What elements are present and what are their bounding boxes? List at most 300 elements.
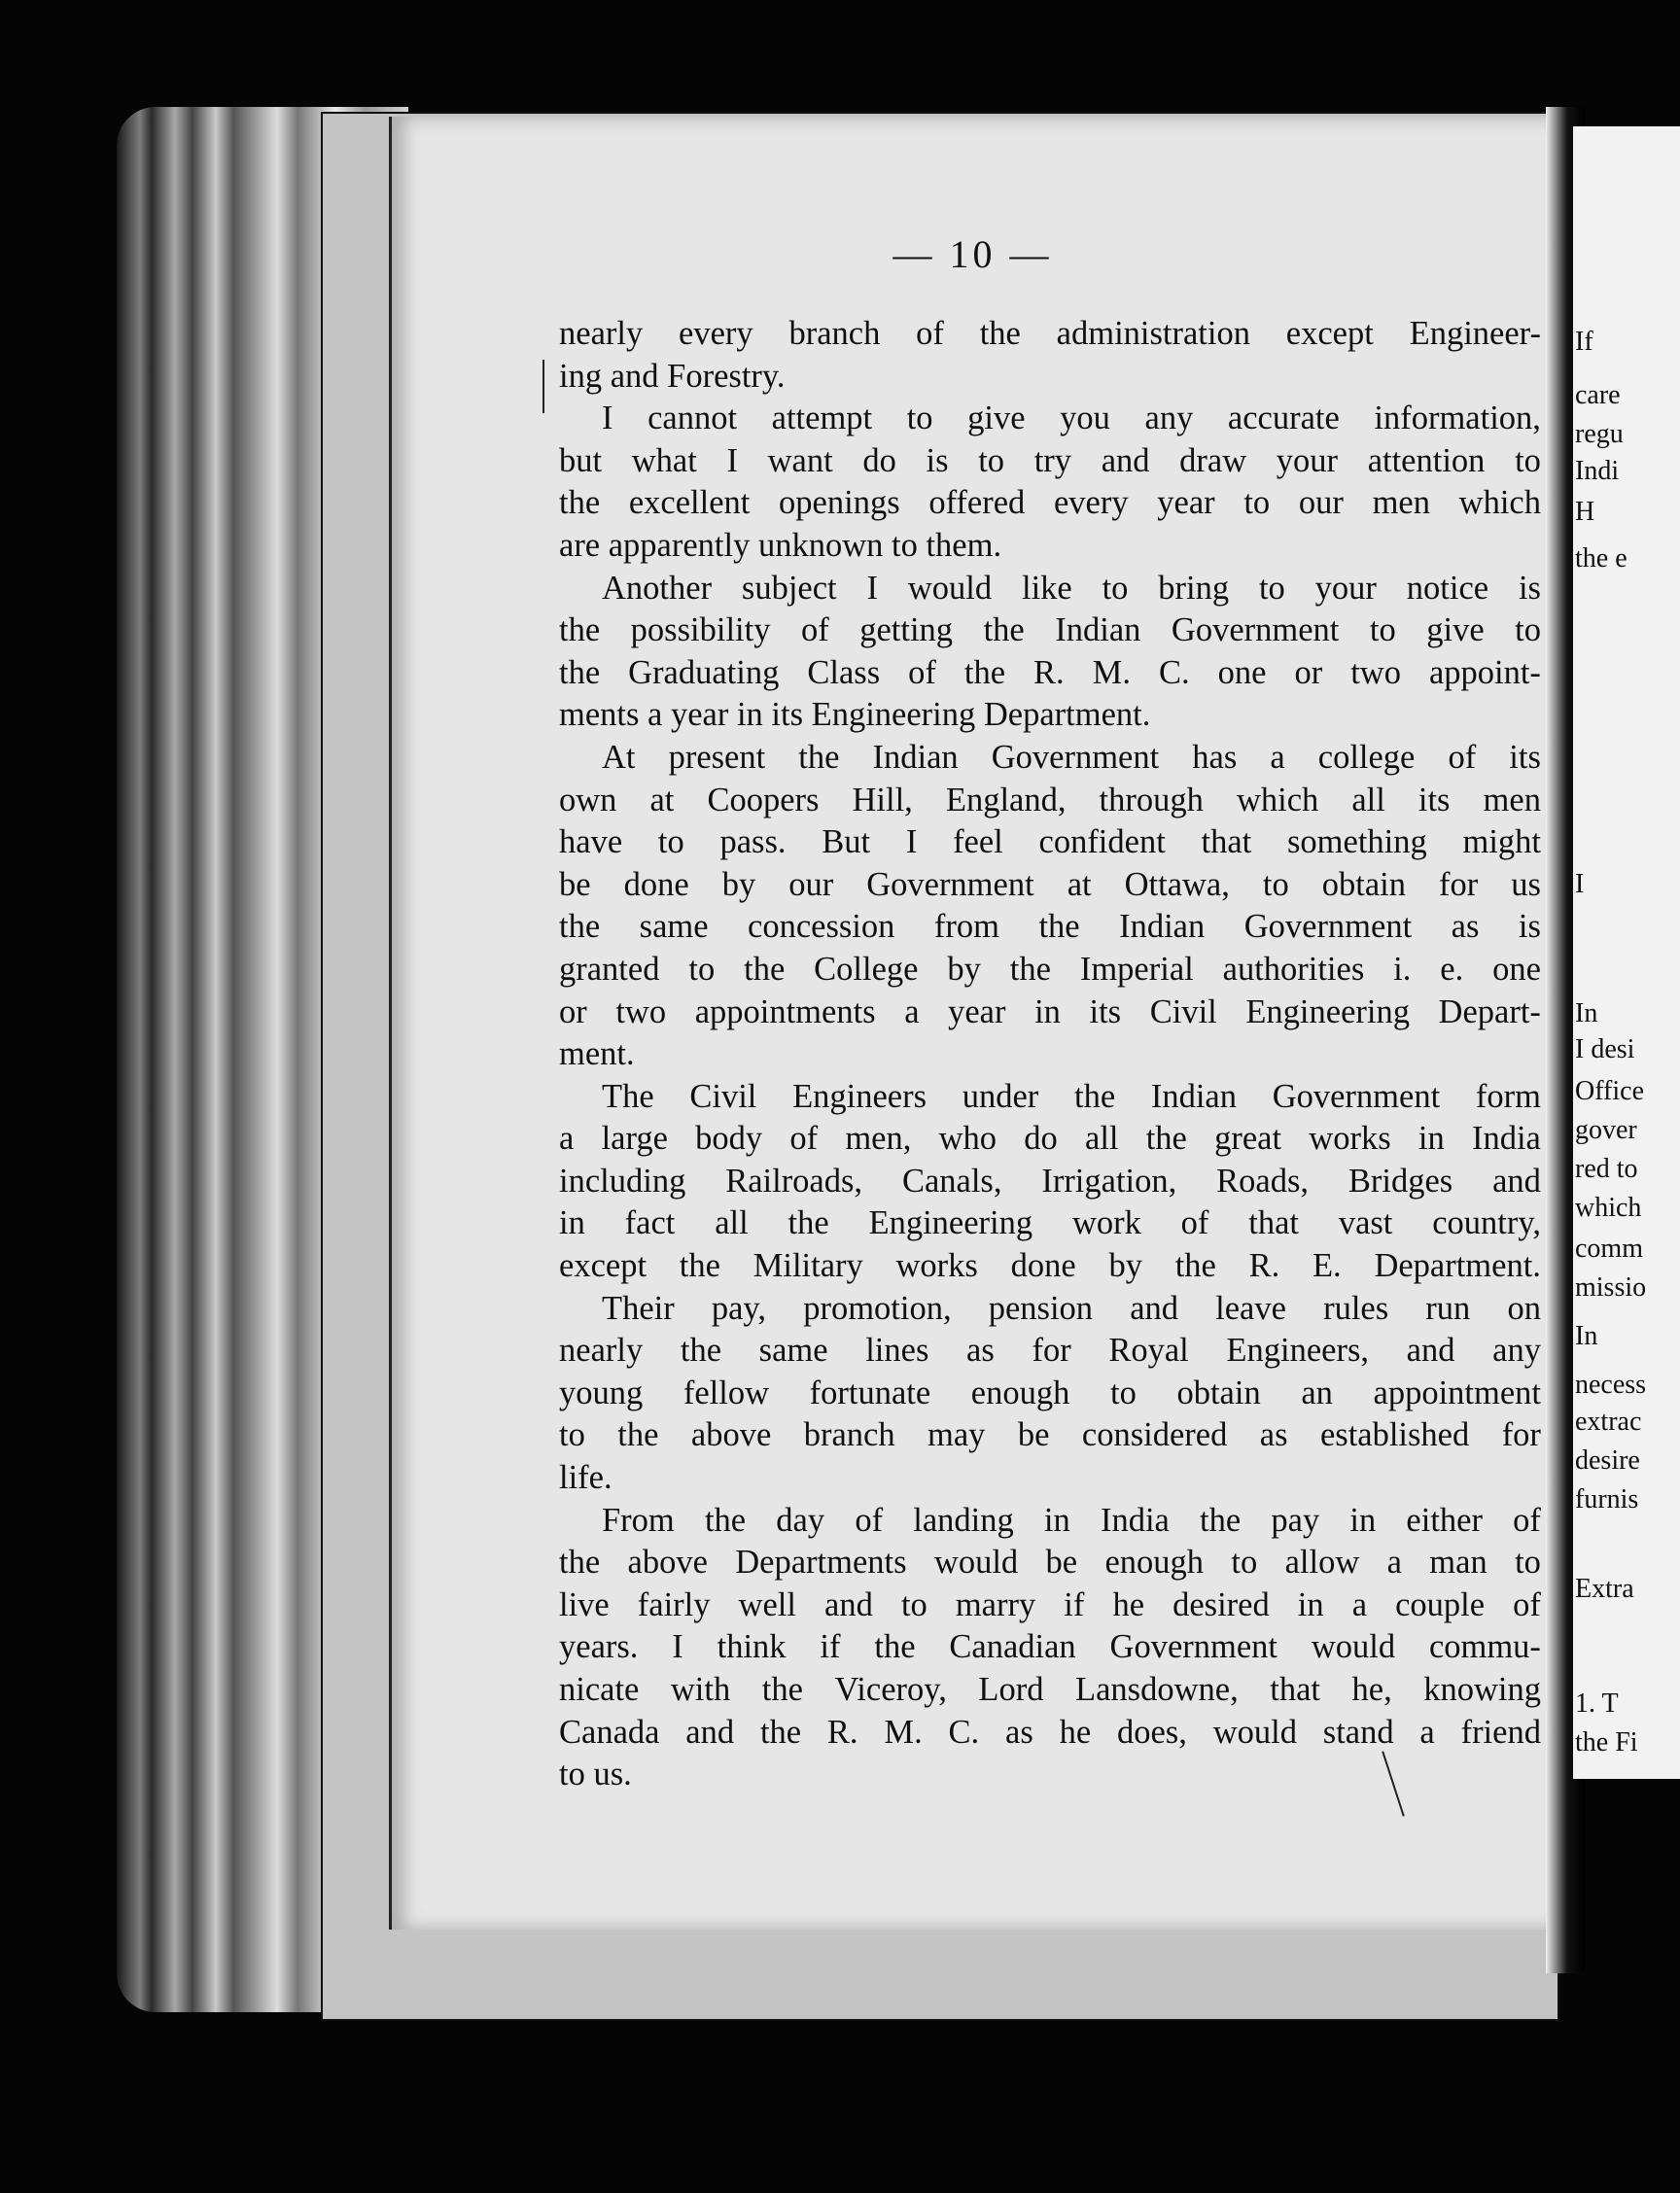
- word: which: [1458, 484, 1541, 522]
- word: form: [1475, 1077, 1541, 1115]
- facing-page-fragment: desire: [1575, 1445, 1640, 1476]
- word: nearly: [559, 315, 644, 352]
- word: I: [602, 400, 613, 437]
- word: of: [916, 315, 944, 352]
- word: have: [559, 823, 623, 861]
- word: be: [1017, 1416, 1050, 1454]
- word: the: [963, 653, 1006, 691]
- word: us: [1511, 865, 1541, 903]
- word: accurate: [1227, 400, 1340, 437]
- word: to: [1102, 569, 1129, 607]
- word: Graduating: [628, 653, 780, 691]
- text-line: [559, 1118, 1541, 1161]
- word: be: [1045, 1544, 1078, 1582]
- word: to: [1515, 1544, 1541, 1582]
- word: the: [983, 611, 1025, 649]
- word: openings: [779, 484, 900, 522]
- word: live: [559, 1585, 610, 1623]
- word: to: [657, 823, 684, 861]
- word: fortunate: [809, 1374, 931, 1411]
- word: as: [1451, 908, 1480, 946]
- word: its: [1418, 781, 1451, 818]
- facing-page-fragment: H: [1575, 497, 1595, 527]
- word: fact: [624, 1204, 676, 1242]
- word: of: [1180, 1204, 1209, 1242]
- word: does,: [1116, 1713, 1187, 1751]
- word: the: [1200, 1501, 1242, 1539]
- word: he,: [1351, 1671, 1392, 1708]
- word: in: [1418, 1120, 1445, 1158]
- word: the: [979, 315, 1021, 352]
- word: concession: [748, 908, 895, 946]
- word: country,: [1432, 1204, 1541, 1242]
- word: notice: [1406, 569, 1489, 607]
- word: except: [559, 1247, 648, 1285]
- word: and: [1406, 1332, 1455, 1370]
- word: men: [1372, 484, 1430, 522]
- word: Bridges: [1348, 1162, 1453, 1200]
- word: and: [824, 1585, 873, 1623]
- text-line: [559, 1373, 1541, 1415]
- word: in: [559, 1204, 585, 1242]
- word: Canals,: [901, 1162, 1002, 1200]
- word: India: [1100, 1501, 1170, 1539]
- word: to: [1231, 1544, 1258, 1582]
- word: granted: [559, 950, 660, 988]
- word: own: [559, 781, 617, 818]
- facing-page-fragment: I desi: [1575, 1034, 1635, 1064]
- word: the: [1074, 1077, 1116, 1115]
- word: be: [559, 865, 591, 903]
- word: pay: [1271, 1501, 1320, 1539]
- word: might: [1462, 823, 1541, 861]
- word: a: [1270, 738, 1285, 776]
- word: every: [679, 315, 753, 352]
- word: you: [1060, 400, 1110, 437]
- word: our: [788, 865, 834, 903]
- word: would: [1212, 1713, 1297, 1751]
- word: From: [602, 1501, 675, 1539]
- facing-page-fragment: comm: [1575, 1234, 1643, 1264]
- word: excellent: [628, 484, 751, 522]
- word: R.: [1033, 653, 1065, 691]
- word: the: [617, 1416, 659, 1454]
- word: to: [1262, 865, 1289, 903]
- word: one: [1492, 950, 1541, 988]
- word: men,: [845, 1120, 912, 1158]
- word: Their: [602, 1289, 675, 1327]
- word: your: [1314, 569, 1377, 607]
- word: M.: [884, 1713, 923, 1751]
- facing-page-text: [1575, 0, 1680, 2193]
- word: the: [798, 738, 840, 776]
- line-text: are apparently unknown to them.: [559, 526, 1002, 564]
- word: and: [1492, 1162, 1541, 1200]
- text-line: [559, 609, 1541, 652]
- word: of: [908, 653, 936, 691]
- word: a: [1351, 1585, 1368, 1623]
- word: all: [1085, 1120, 1119, 1158]
- word: would: [907, 569, 993, 607]
- word: friend: [1460, 1713, 1541, 1751]
- word: Canada: [559, 1713, 660, 1751]
- word: appointments: [694, 992, 876, 1030]
- word: Roads,: [1216, 1162, 1310, 1200]
- word: of: [789, 1120, 819, 1158]
- word: Royal: [1108, 1332, 1189, 1370]
- word: do: [862, 441, 896, 479]
- word: Department.: [1374, 1247, 1541, 1285]
- word: appoint-: [1428, 653, 1541, 691]
- word: the: [759, 1713, 802, 1751]
- word: any: [1144, 400, 1194, 437]
- word: to: [900, 1585, 928, 1623]
- text-line: [559, 821, 1541, 864]
- word: England,: [945, 781, 1067, 818]
- text-line: [559, 1669, 1541, 1712]
- word: want: [767, 441, 833, 479]
- word: the: [1038, 908, 1080, 946]
- word: with: [670, 1671, 731, 1708]
- word: or: [559, 992, 587, 1030]
- word: Engineering: [1245, 992, 1410, 1030]
- word: C.: [1158, 653, 1190, 691]
- text-line: [559, 1584, 1541, 1627]
- word: fairly: [637, 1585, 711, 1623]
- word: Government: [1171, 611, 1340, 649]
- text-line: [559, 1457, 1541, 1500]
- word: Civil: [1149, 992, 1217, 1030]
- word: Civil: [689, 1077, 757, 1115]
- word: considered: [1081, 1416, 1228, 1454]
- facing-page-fragment: In: [1575, 1321, 1598, 1351]
- word: is: [1518, 569, 1541, 607]
- word: Engineers,: [1226, 1332, 1369, 1370]
- word: all: [1351, 781, 1385, 818]
- word: body: [695, 1120, 763, 1158]
- word: obtain: [1176, 1374, 1261, 1411]
- text-line: [559, 1712, 1541, 1755]
- word: in: [1297, 1585, 1324, 1623]
- word: one: [1217, 653, 1267, 691]
- word: works: [895, 1247, 978, 1285]
- text-line: [559, 906, 1541, 949]
- facing-page-fragment: Extra: [1575, 1574, 1634, 1604]
- word: every: [1053, 484, 1129, 522]
- word: run: [1425, 1289, 1471, 1327]
- word: at: [1067, 865, 1092, 903]
- word: something: [1287, 823, 1427, 861]
- word: draw: [1179, 441, 1247, 479]
- word: Viceroy,: [834, 1671, 947, 1708]
- word: the: [559, 611, 601, 649]
- word: to: [688, 950, 716, 988]
- word: subject: [741, 569, 837, 607]
- word: that: [1270, 1671, 1320, 1708]
- word: enough: [1104, 1544, 1205, 1582]
- word: same: [758, 1332, 828, 1370]
- word: may: [928, 1416, 986, 1454]
- word: confident: [1038, 823, 1166, 861]
- word: leave: [1215, 1289, 1286, 1327]
- word: has: [1192, 738, 1238, 776]
- word: of: [1513, 1501, 1541, 1539]
- word: if: [1064, 1585, 1085, 1623]
- word: the: [1145, 1120, 1187, 1158]
- word: administration: [1056, 315, 1250, 352]
- word: The: [602, 1077, 654, 1115]
- word: Class: [807, 653, 881, 691]
- word: a: [1386, 1544, 1402, 1582]
- word: M.: [1092, 653, 1131, 691]
- word: fellow: [682, 1374, 770, 1411]
- word: to: [1243, 484, 1271, 522]
- word: appointment: [1373, 1374, 1541, 1411]
- word: Indian: [1055, 611, 1141, 649]
- facing-page-fragment: the Fi: [1575, 1727, 1638, 1758]
- text-line: [559, 1245, 1541, 1288]
- word: the: [1174, 1247, 1216, 1285]
- word: in: [1043, 1501, 1070, 1539]
- text-line: [559, 864, 1541, 907]
- word: Railroads,: [725, 1162, 863, 1200]
- text-line: [559, 525, 1541, 568]
- word: on: [1507, 1289, 1541, 1327]
- word: C.: [948, 1713, 980, 1751]
- word: the: [788, 1204, 829, 1242]
- text-line: [559, 780, 1541, 822]
- word: and: [1101, 441, 1150, 479]
- facing-page-fragment: the e: [1575, 543, 1628, 574]
- word: is: [1518, 908, 1541, 946]
- word: in: [1034, 992, 1061, 1030]
- word: Indian: [1119, 908, 1206, 946]
- line-text: ments a year in its Engineering Department.: [559, 696, 1151, 734]
- text-line: [559, 737, 1541, 780]
- word: present: [668, 738, 766, 776]
- word: At: [602, 738, 636, 776]
- word: the: [1009, 950, 1051, 988]
- word: do: [1024, 1120, 1058, 1158]
- word: marry: [955, 1585, 1036, 1623]
- word: India: [1471, 1120, 1541, 1158]
- word: by: [1108, 1247, 1142, 1285]
- word: possibility: [630, 611, 771, 649]
- word: that: [1248, 1204, 1299, 1242]
- word: established: [1319, 1416, 1470, 1454]
- word: but: [559, 441, 603, 479]
- word: if: [820, 1628, 841, 1666]
- word: a: [559, 1120, 575, 1158]
- text-line: [559, 1542, 1541, 1584]
- word: of: [855, 1501, 884, 1539]
- word: done: [1010, 1247, 1076, 1285]
- word: the: [761, 1671, 803, 1708]
- word: nicate: [559, 1671, 640, 1708]
- word: R.: [826, 1713, 858, 1751]
- word: Indian: [872, 738, 959, 776]
- text-line: [559, 949, 1541, 992]
- word: Engineering: [868, 1204, 1033, 1242]
- text-line: [559, 694, 1541, 737]
- word: of: [1448, 738, 1477, 776]
- text-line: [559, 1288, 1541, 1331]
- word: except: [1285, 315, 1374, 352]
- facing-page-fragment: furnis: [1575, 1484, 1639, 1514]
- word: man: [1429, 1544, 1488, 1582]
- word: to: [559, 1416, 585, 1454]
- word: authorities: [1222, 950, 1365, 988]
- word: to: [1515, 441, 1541, 479]
- word: give: [967, 400, 1026, 437]
- word: as: [1259, 1416, 1288, 1454]
- word: knowing: [1423, 1671, 1541, 1708]
- word: Government: [1272, 1077, 1441, 1115]
- facing-page-fragment: care: [1575, 380, 1621, 410]
- word: for: [1439, 865, 1479, 903]
- text-line: [559, 652, 1541, 695]
- word: would: [933, 1544, 1019, 1582]
- word: the: [559, 653, 601, 691]
- word: large: [601, 1120, 668, 1158]
- word: works: [1309, 1120, 1391, 1158]
- facing-page-fragment: In: [1575, 998, 1598, 1028]
- word: for: [1032, 1332, 1071, 1370]
- word: give: [1426, 611, 1485, 649]
- document-page: [389, 117, 1554, 1930]
- word: attention: [1367, 441, 1486, 479]
- word: E.: [1312, 1247, 1342, 1285]
- word: College: [814, 950, 919, 988]
- word: at: [649, 781, 675, 818]
- text-line: [559, 1033, 1541, 1076]
- facing-page-fragment: red to: [1575, 1154, 1638, 1184]
- word: either: [1406, 1501, 1483, 1539]
- word: Ottawa,: [1124, 865, 1230, 903]
- word: and: [685, 1713, 735, 1751]
- word: men: [1483, 781, 1541, 818]
- word: our: [1298, 484, 1344, 522]
- word: commu-: [1428, 1628, 1541, 1666]
- text-line: [559, 398, 1541, 440]
- word: Lansdowne,: [1075, 1671, 1239, 1708]
- word: above: [627, 1544, 708, 1582]
- word: allow: [1284, 1544, 1360, 1582]
- facing-page-fragment: gover: [1575, 1115, 1637, 1145]
- word: by: [721, 865, 756, 903]
- word: to: [1515, 611, 1541, 649]
- word: the: [874, 1628, 916, 1666]
- word: try: [1033, 441, 1072, 479]
- word: what: [631, 441, 697, 479]
- text-line: [559, 482, 1541, 525]
- line-text: ment.: [559, 1035, 635, 1073]
- text-line: [559, 440, 1541, 483]
- word: young: [559, 1374, 644, 1411]
- stray-pen-mark: [542, 360, 544, 413]
- word: Engineer-: [1409, 315, 1541, 352]
- word: Government: [1109, 1628, 1278, 1666]
- text-line: [559, 313, 1541, 356]
- word: branch: [788, 315, 881, 352]
- word: great: [1214, 1120, 1282, 1158]
- word: pension: [988, 1289, 1094, 1327]
- word: enough: [970, 1374, 1070, 1411]
- word: year: [948, 992, 1006, 1030]
- word: and: [1130, 1289, 1179, 1327]
- word: Hill,: [852, 781, 913, 818]
- word: attempt: [771, 400, 873, 437]
- word: Government: [991, 738, 1160, 776]
- line-text: ing and Forestry.: [559, 357, 786, 395]
- facing-page-fragment: I: [1575, 869, 1585, 899]
- word: desired: [1172, 1585, 1270, 1623]
- word: day: [776, 1501, 825, 1539]
- word: he: [1059, 1713, 1092, 1751]
- word: getting: [859, 611, 954, 649]
- word: college: [1317, 738, 1416, 776]
- word: year: [1157, 484, 1215, 522]
- word: its: [1089, 992, 1122, 1030]
- word: stand: [1322, 1713, 1394, 1751]
- word: an: [1301, 1374, 1333, 1411]
- word: I: [726, 441, 738, 479]
- word: in: [1349, 1501, 1377, 1539]
- word: he: [1112, 1585, 1145, 1623]
- word: Canadian: [949, 1628, 1076, 1666]
- word: Government: [1243, 908, 1413, 946]
- word: I: [866, 569, 879, 607]
- facing-page-fragment: necess: [1575, 1370, 1647, 1400]
- word: lines: [865, 1332, 929, 1370]
- word: i.: [1393, 950, 1412, 988]
- word: Military: [752, 1247, 863, 1285]
- word: two: [1350, 653, 1401, 691]
- word: Engineers: [792, 1077, 928, 1115]
- word: the: [559, 1544, 601, 1582]
- word: Government: [866, 865, 1034, 903]
- word: who: [938, 1120, 998, 1158]
- word: including: [559, 1162, 686, 1200]
- word: pass.: [719, 823, 787, 861]
- word: through: [1099, 781, 1204, 818]
- word: your: [1276, 441, 1339, 479]
- word: which: [1236, 781, 1319, 818]
- word: the: [559, 484, 601, 522]
- word: Another: [602, 569, 713, 607]
- word: to: [906, 400, 933, 437]
- facing-page-fragment: missio: [1575, 1272, 1647, 1303]
- word: bring: [1158, 569, 1230, 607]
- text-line: [559, 1414, 1541, 1457]
- word: of: [800, 611, 829, 649]
- word: the: [679, 1247, 720, 1285]
- word: done: [623, 865, 689, 903]
- word: all: [715, 1204, 749, 1242]
- word: under: [962, 1077, 1039, 1115]
- facing-page-fragment: Indi: [1575, 456, 1620, 486]
- word: Depart-: [1438, 992, 1541, 1030]
- word: two: [615, 992, 667, 1030]
- word: But: [822, 823, 871, 861]
- word: obtain: [1321, 865, 1406, 903]
- text-line: [559, 1626, 1541, 1669]
- text-line: [559, 1202, 1541, 1245]
- word: the: [559, 908, 601, 946]
- word: years.: [559, 1628, 639, 1666]
- word: by: [947, 950, 981, 988]
- word: to: [1369, 611, 1396, 649]
